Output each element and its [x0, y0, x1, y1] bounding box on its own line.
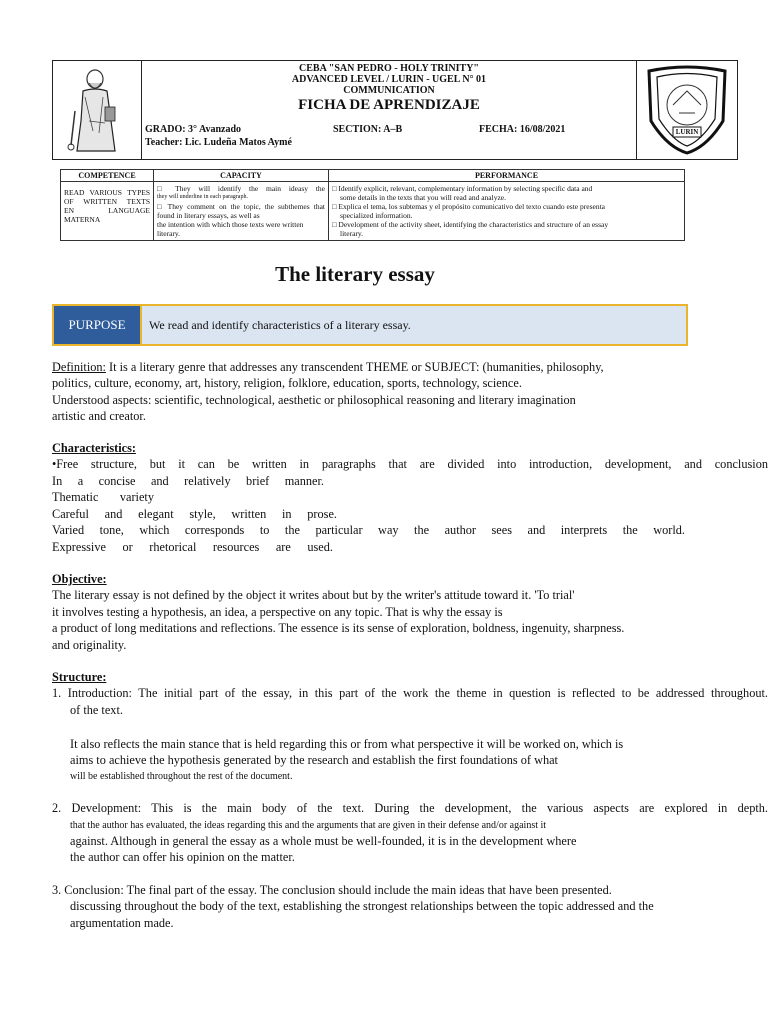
characteristics-line: Careful and elegant style, written in prose.: [52, 507, 337, 521]
teacher-label: Teacher: Lic. Ludeña Matos Aymé: [145, 137, 292, 148]
header-competence: COMPETENCE: [61, 170, 154, 182]
table-header-row: [61, 170, 685, 182]
structure-intro-line: will be established throughout the rest of the document.: [70, 771, 293, 782]
structure-intro-line: of the text.: [70, 703, 123, 717]
header-performance: PERFORMANCE: [329, 170, 685, 182]
seal-text: LURIN: [675, 128, 699, 136]
objective-line: it involves testing a hypothesis, an idea, a perspective on any topic. That is why the essay is: [52, 605, 503, 619]
structure-conclusion-line: 3. Conclusion: The final part of the essay. The conclusion should include the main ideas that have been presented.: [52, 883, 612, 897]
grado-label: GRADO: 3° Avanzado: [145, 124, 242, 135]
purpose-text: We read and identify characteristics of a literary essay.: [149, 318, 411, 332]
structure-development-line: 2. Development: This is the main body of the text. During the development, the various aspects are explored in depth.: [52, 801, 768, 815]
structure-conclusion-line: argumentation made.: [70, 916, 174, 930]
definition-line: Definition: It is a literary genre that addresses any transcendent THEME or SUBJECT: (humanities, philosophy,: [52, 360, 604, 374]
level-line: ADVANCED LEVEL / LURIN - UGEL N° 01: [291, 74, 487, 85]
header-capacity: CAPACITY: [154, 170, 329, 182]
shield-seal-icon: [637, 61, 737, 159]
structure-development-line: against. Although in general the essay as a whole must be well-founded, it is in the development where: [70, 834, 577, 848]
page-title: The literary essay: [275, 262, 435, 286]
characteristics-line: Expressive or rhetorical resources are used.: [52, 540, 333, 554]
purpose-box: [52, 304, 688, 346]
course-line: COMMUNICATION: [343, 85, 435, 96]
objective-line: a product of long meditations and reflections. The essence is its sense of exploration, boldness, ingenuity, sharpness.: [52, 621, 625, 635]
structure-intro-line: aims to achieve the hypothesis generated by the research and establish the first foundations of what: [70, 753, 558, 767]
structure-intro-line: 1. Introduction: The initial part of the essay, in this part of the work the theme in question is reflected to be addressed throughout.: [52, 686, 768, 700]
saint-portrait: [53, 61, 142, 159]
structure-development-line: that the author has evaluated, the ideas regarding this and the arguments that are given in their defense and/or against it: [70, 820, 547, 831]
section-label: SECTION: A–B: [333, 124, 403, 135]
saint-figure-icon: [53, 61, 141, 159]
structure-conclusion-line: discussing throughout the body of the text, establishing the strongest relationships between the topic addressed and the: [70, 899, 654, 913]
school-seal: [636, 61, 737, 159]
fecha-label: FECHA: 16/08/2021: [479, 124, 566, 135]
definition-line: Understood aspects: scientific, technological, aesthetic or philosophical reasoning and literary imagination: [52, 393, 576, 407]
ficha-title: FICHA DE APRENDIZAJE: [298, 97, 480, 113]
definition-line: politics, culture, economy, art, history, religion, folklore, education, sports, technology, science.: [52, 376, 522, 390]
characteristics-line: Thematic variety: [52, 490, 154, 504]
characteristics-line: •Free structure, but it can be written in paragraphs that are divided into introduction, development, and conclusion: [52, 457, 768, 471]
competence-cell: READ VARIOUS TYPES OF WRITTEN TEXTS EN LANGUAGE MATERNA: [61, 182, 154, 241]
objective-line: The literary essay is not defined by the object it writes about but by the writer's attitude toward it. 'To trial': [52, 588, 575, 602]
structure-heading: Structure:: [52, 670, 107, 684]
characteristics-line: Varied tone, which corresponds to the particular way the author sees and interprets the world.: [52, 523, 685, 537]
structure-intro-line: It also reflects the main stance that is held regarding this or from what perspective it will be worked on, which is: [70, 737, 624, 751]
objective-heading: Objective:: [52, 572, 107, 586]
document-header: [52, 60, 738, 160]
structure-development-line: the author can offer his opinion on the matter.: [70, 850, 295, 864]
characteristics-line: In a concise and relatively brief manner.: [52, 474, 324, 488]
characteristics-heading: Characteristics:: [52, 441, 136, 455]
competence-table: [60, 169, 685, 241]
objective-line: and originality.: [52, 638, 127, 652]
purpose-label: PURPOSE: [54, 306, 142, 344]
table-row: [61, 182, 685, 241]
capacity-cell: □ They will identify the main ideasy the they will underline in each paragraph. □ They comment on the topic, the subthemes that found in literary essays, as well as the intention with which those texts were written literary.: [154, 182, 329, 241]
performance-cell: □ Identify explicit, relevant, complementary information by selecting specific data and some details in the texts that you will read and analyze. □ Explica el tema, los subtemas y el propósito comunicativo del texto cuando este presenta specialized information. □ Development of the activity sheet, identifying the characteristics and structure of an essay literary.: [329, 182, 685, 241]
school-name: CEBA "SAN PEDRO - HOLY TRINITY": [299, 63, 479, 74]
definition-label: Definition:: [52, 360, 106, 374]
definition-line: artistic and creator.: [52, 409, 146, 423]
